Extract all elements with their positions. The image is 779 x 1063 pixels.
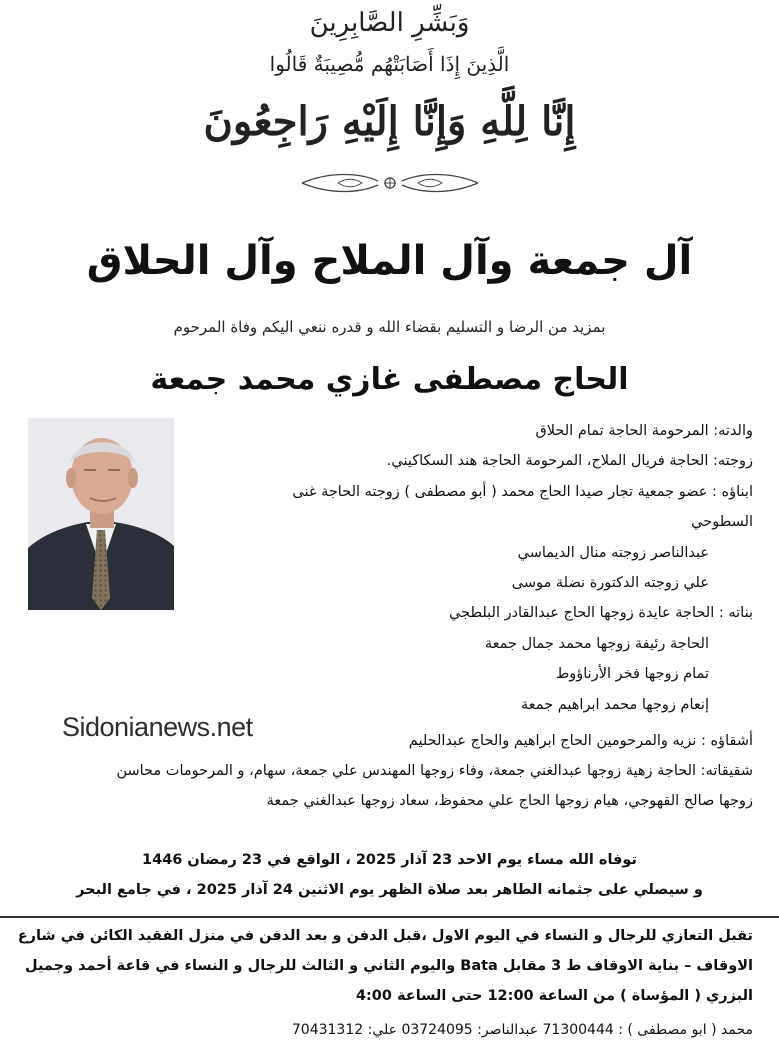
condolences-line-1: تقبل التعازي للرجال و النساء في اليوم الاول ،قبل الدفن و بعد الدفن في منزل الفقيد الكائن في شارع (17, 928, 753, 944)
intro-text: بمزيد من الرضا و التسليم بقضاء الله و قدره ننعي اليكم وفاة المرحوم (173, 318, 606, 336)
watermark-text: Sidonianews.net (62, 712, 253, 742)
relative-daughters-2: الحاجة رئيفة زوجها محمد جمال جمعة (484, 636, 709, 652)
contact-numbers: محمد ( ابو مصطفى ) : 71300444 عبدالناصر: 03724095 علي: 70431312 (291, 1022, 753, 1038)
relative-wife: زوجته: الحاجة فريال الملاح، المرحومة الحاجة هند السكاكيني. (386, 453, 753, 469)
verse-line-1: وَبَشِّرِ الصَّابِرِينَ (309, 8, 470, 38)
condolences-line-2: الاوقاف – بناية الاوقاف ط 3 مقابل Bata واليوم الثاني و الثالث للرجال و النساء في قاعة أحمد وجميل (25, 958, 753, 974)
verse-line-2: الَّذِينَ إِذَا أَصَابَتْهُم مُّصِيبَةٌ قَالُوا (269, 52, 510, 76)
deceased-name: الحاج مصطفى غازي محمد جمعة (150, 362, 629, 397)
relative-brothers: أشقاؤه : نزيه والمرحومين الحاج ابراهيم والحاج عبدالحليم (408, 733, 753, 749)
relative-sons-1: ابناؤه : عضو جمعية تجار صيدا الحاج محمد ( أبو مصطفى ) زوجته الحاجة غنى (292, 484, 753, 500)
relative-mother: والدته: المرحومة الحاجة تمام الحلاق (535, 423, 753, 439)
deceased-portrait-photo (28, 418, 174, 610)
death-notice-line-2: و سيصلي على جثمانه الطاهر بعد صلاة الظهر يوم الاثنين 24 آذار 2025 ، في جامع البحر (76, 882, 703, 898)
relative-daughters-4: إنعام زوجها محمد ابراهيم جمعة (521, 697, 709, 713)
section-divider (0, 916, 779, 918)
relative-sons-3: عبدالناصر زوجته منال الديماسي (517, 545, 709, 561)
death-notice-line-1: توفاه الله مساء يوم الاحد 23 آذار 2025 ، الواقع في 23 رمضان 1446 (142, 852, 637, 868)
relative-sisters-1: شقيقاته: الحاجة زهية زوجها عبدالغني جمعة، وفاء زوجها المهندس علي جمعة، سهام، و المرحومات محاسن (116, 763, 753, 779)
relative-sons-2: السطوحي (691, 514, 753, 530)
families-heading: آل جمعة وآل الملاح وآل الحلاق (86, 238, 693, 284)
ornament-divider-icon (298, 168, 482, 198)
verse-line-3: إِنَّا لِلَّهِ وَإِنَّا إِلَيْهِ رَاجِعُونَ (203, 98, 576, 145)
relative-sons-4: علي زوجته الدكتورة نضلة موسى (511, 575, 709, 591)
relative-daughters-1: بناته : الحاجة عايدة زوجها الحاج عبدالقادر البلطجي (449, 605, 753, 621)
relative-daughters-3: تمام زوجها فخر الأرناؤوط (555, 666, 709, 682)
relative-sisters-2: زوجها صالح القهوجي، هيام زوجها الحاج علي محفوظ، سعاد زوجها عبدالغني جمعة (266, 793, 753, 809)
condolences-line-3: البزري ( المؤساة ) من الساعة 12:00 حتى الساعة 4:00 (355, 988, 753, 1004)
